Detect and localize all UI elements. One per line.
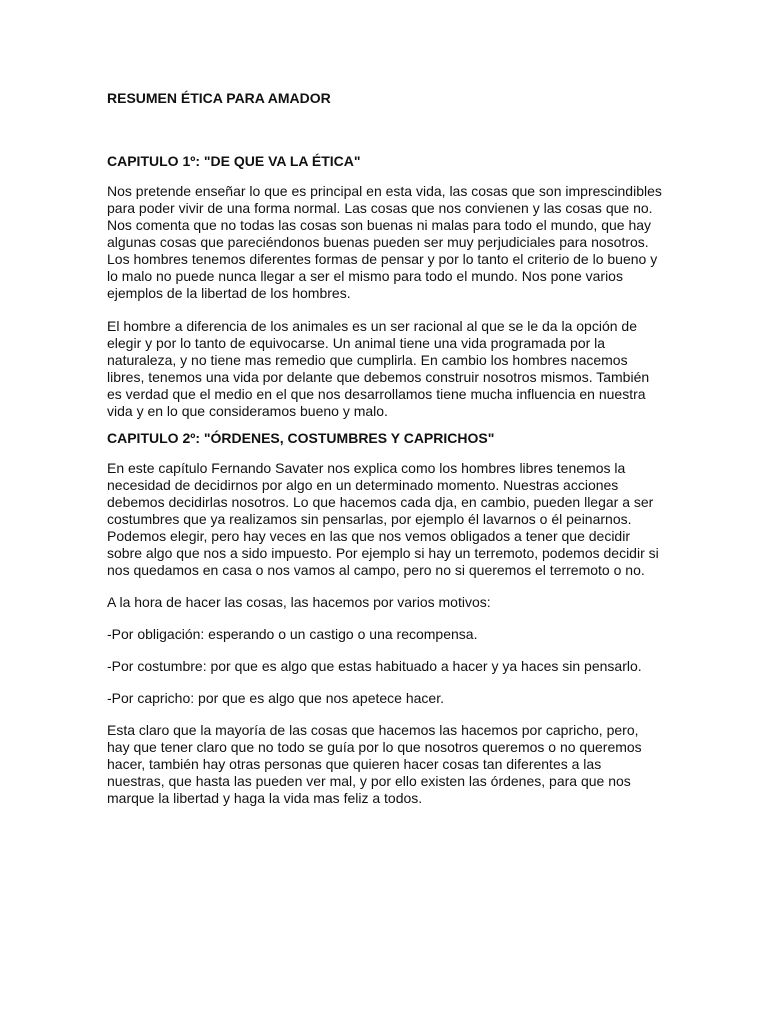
chapter-2-paragraph-1: En este capítulo Fernando Savater nos explica como los hombres libres tenemos la necesidad de decidirnos por algo en un determinado momento. Nuestras acciones debemos decidirlas nosotros. Lo que hacemos cada dja, en cambio, pueden llegar a ser costumbres que ya realizamos sin pensarlas, por ejemplo él lavarnos o él peinarnos. Podemos elegir, pero hay veces en las que nos vemos obligados a tener que decidir sobre algo que nos a sido impuesto. Por ejemplo si hay un terremoto, podemos decidir si nos quedamos en casa o nos vamos al campo, pero no si queremos el terremoto o no. [107,460,659,578]
chapter-1-heading: CAPITULO 1º: "DE QUE VA LA ÉTICA" [107,153,361,169]
chapter-2-list-item-obligacion: -Por obligación: esperando o un castigo o una recompensa. [107,626,478,642]
chapter-2-paragraph-conclusion: Esta claro que la mayoría de las cosas que hacemos las hacemos por capricho, pero, hay que tener claro que no todo se guía por lo que nosotros queremos o no queremos hacer, también hay otras personas que quieren hacer cosas tan diferentes a las nuestras, que hasta las pueden ver mal, y por ello existen las órdenes, para que nos marque la libertad y haga la vida mas feliz a todos. [107,722,642,806]
chapter-2-list-item-costumbre: -Por costumbre: por que es algo que estas habituado a hacer y ya haces sin pensarlo. [107,658,642,674]
document-title: RESUMEN ÉTICA PARA AMADOR [107,90,331,106]
chapter-2-paragraph-2: A la hora de hacer las cosas, las hacemos por varios motivos: [107,594,491,610]
chapter-2-heading: CAPITULO 2º: "ÓRDENES, COSTUMBRES Y CAPRICHOS" [107,430,495,446]
chapter-1-paragraph-1: Nos pretende enseñar lo que es principal en esta vida, las cosas que son imprescindibles para poder vivir de una forma normal. Las cosas que nos convienen y las cosas que no. Nos comenta que no todas las cosas son buenas ni malas para todo el mundo, que hay algunas cosas que pareciéndonos buenas pueden ser muy perjudiciales para nosotros. Los hombres tenemos diferentes formas de pensar y por lo tanto el criterio de lo bueno y lo malo no puede nunca llegar a ser el mismo para todo el mundo. Nos pone varios ejemplos de la libertad de los hombres. [107,183,662,301]
chapter-1-paragraph-2: El hombre a diferencia de los animales es un ser racional al que se le da la opción de elegir y por lo tanto de equivocarse. Un animal tiene una vida programada por la naturaleza, y no tiene mas remedio que cumplirla. En cambio los hombres nacemos libres, tenemos una vida por delante que debemos construir nosotros mismos. También es verdad que el medio en el que nos desarrollamos tiene mucha influencia en nuestra vida y en lo que consideramos bueno y malo. [107,318,650,419]
chapter-2-list-item-capricho: -Por capricho: por que es algo que nos apetece hacer. [107,690,444,706]
document-body [107,90,662,807]
